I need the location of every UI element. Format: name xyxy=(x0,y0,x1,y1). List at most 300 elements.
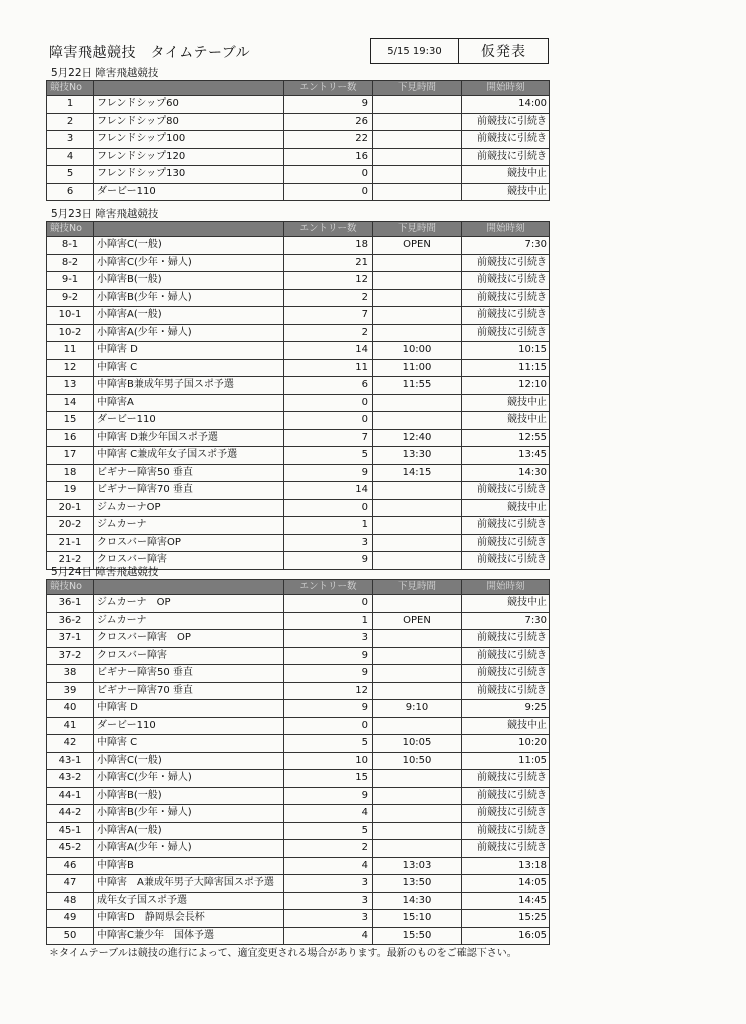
entry-count: 11 xyxy=(284,359,373,377)
section-may24 xyxy=(46,565,549,945)
walk-time xyxy=(373,148,462,166)
event-number: 48 xyxy=(47,892,94,910)
event-name: ジムカーナOP xyxy=(94,499,284,517)
entry-count: 16 xyxy=(284,148,373,166)
event-name: 成年女子国スポ予選 xyxy=(94,892,284,910)
table-row xyxy=(47,342,550,360)
walk-time: 12:40 xyxy=(373,429,462,447)
entry-count: 14 xyxy=(284,482,373,500)
event-number: 10-1 xyxy=(47,307,94,325)
event-number: 44-1 xyxy=(47,787,94,805)
event-number: 20-1 xyxy=(47,499,94,517)
start-time: 15:25 xyxy=(462,910,550,928)
start-time: 前競技に引続き xyxy=(462,148,550,166)
table-row xyxy=(47,910,550,928)
event-number: 6 xyxy=(47,183,94,201)
walk-time: 13:50 xyxy=(373,875,462,893)
event-name: 小障害B(一般) xyxy=(94,272,284,290)
entry-count: 2 xyxy=(284,324,373,342)
start-time: 14:45 xyxy=(462,892,550,910)
entry-count: 0 xyxy=(284,412,373,430)
entry-count: 10 xyxy=(284,752,373,770)
entry-count: 9 xyxy=(284,647,373,665)
event-name: 中障害 C兼成年女子国スポ予選 xyxy=(94,447,284,465)
section-title: 5月23日 障害飛越競技 xyxy=(51,208,159,220)
event-number: 1 xyxy=(47,96,94,114)
event-number: 37-1 xyxy=(47,630,94,648)
entry-count: 22 xyxy=(284,131,373,149)
event-number: 41 xyxy=(47,717,94,735)
walk-time: 11:55 xyxy=(373,377,462,395)
section-may23 xyxy=(46,207,549,570)
table-row xyxy=(47,665,550,683)
table-row xyxy=(47,840,550,858)
walk-time: OPEN xyxy=(373,612,462,630)
start-time: 競技中止 xyxy=(462,183,550,201)
event-name: ビギナー障害50 垂直 xyxy=(94,665,284,683)
column-header: 競技No xyxy=(47,580,94,595)
event-number: 4 xyxy=(47,148,94,166)
start-time: 16:05 xyxy=(462,927,550,945)
walk-time xyxy=(373,166,462,184)
start-time: 13:18 xyxy=(462,857,550,875)
event-name: フレンドシップ60 xyxy=(94,96,284,114)
event-name: ジムカーナ OP xyxy=(94,595,284,613)
timetable xyxy=(46,80,550,201)
event-number: 43-1 xyxy=(47,752,94,770)
walk-time xyxy=(373,717,462,735)
event-number: 20-2 xyxy=(47,517,94,535)
walk-time: 11:00 xyxy=(373,359,462,377)
walk-time xyxy=(373,499,462,517)
event-name: 小障害B(一般) xyxy=(94,787,284,805)
table-row xyxy=(47,183,550,201)
entry-count: 7 xyxy=(284,429,373,447)
table-row xyxy=(47,647,550,665)
entry-count: 3 xyxy=(284,910,373,928)
walk-time xyxy=(373,324,462,342)
entry-count: 9 xyxy=(284,700,373,718)
header-row xyxy=(47,81,550,96)
column-header: エントリー数 xyxy=(284,222,373,237)
walk-time xyxy=(373,131,462,149)
event-name: 中障害 D兼少年国スポ予選 xyxy=(94,429,284,447)
entry-count: 0 xyxy=(284,595,373,613)
column-header: 下見時間 xyxy=(373,222,462,237)
event-number: 39 xyxy=(47,682,94,700)
event-name: 小障害B(少年・婦人) xyxy=(94,289,284,307)
timetable xyxy=(46,579,550,945)
event-number: 17 xyxy=(47,447,94,465)
table-row xyxy=(47,412,550,430)
status-label: 仮発表 xyxy=(481,44,526,60)
column-header xyxy=(94,81,284,96)
entry-count: 4 xyxy=(284,927,373,945)
event-number: 45-2 xyxy=(47,840,94,858)
entry-count: 9 xyxy=(284,665,373,683)
start-time: 前競技に引続き xyxy=(462,113,550,131)
event-name: クロスバー障害 xyxy=(94,647,284,665)
start-time: 12:55 xyxy=(462,429,550,447)
start-time: 前競技に引続き xyxy=(462,131,550,149)
table-row xyxy=(47,875,550,893)
walk-time xyxy=(373,412,462,430)
walk-time: 13:30 xyxy=(373,447,462,465)
table-row xyxy=(47,717,550,735)
start-time: 競技中止 xyxy=(462,717,550,735)
start-time: 13:45 xyxy=(462,447,550,465)
start-time: 前競技に引続き xyxy=(462,647,550,665)
entry-count: 3 xyxy=(284,875,373,893)
event-number: 46 xyxy=(47,857,94,875)
table-row xyxy=(47,377,550,395)
walk-time xyxy=(373,665,462,683)
table-row xyxy=(47,482,550,500)
start-time: 前競技に引続き xyxy=(462,805,550,823)
start-time: 前競技に引続き xyxy=(462,787,550,805)
entry-count: 6 xyxy=(284,377,373,395)
entry-count: 9 xyxy=(284,96,373,114)
event-number: 47 xyxy=(47,875,94,893)
start-time: 7:30 xyxy=(462,612,550,630)
walk-time xyxy=(373,482,462,500)
entry-count: 4 xyxy=(284,805,373,823)
walk-time xyxy=(373,805,462,823)
walk-time xyxy=(373,517,462,535)
table-row xyxy=(47,499,550,517)
table-row xyxy=(47,534,550,552)
event-name: 小障害B(少年・婦人) xyxy=(94,805,284,823)
event-number: 49 xyxy=(47,910,94,928)
table-row xyxy=(47,857,550,875)
walk-time xyxy=(373,647,462,665)
walk-time: 10:05 xyxy=(373,735,462,753)
column-header: 開始時刻 xyxy=(462,222,550,237)
table-row xyxy=(47,429,550,447)
column-header: エントリー数 xyxy=(284,580,373,595)
column-header: 開始時刻 xyxy=(462,81,550,96)
entry-count: 0 xyxy=(284,394,373,412)
table-row xyxy=(47,752,550,770)
table-row xyxy=(47,612,550,630)
column-header: 競技No xyxy=(47,222,94,237)
start-time: 前競技に引続き xyxy=(462,682,550,700)
entry-count: 12 xyxy=(284,682,373,700)
walk-time: 15:10 xyxy=(373,910,462,928)
start-time: 前競技に引続き xyxy=(462,840,550,858)
walk-time xyxy=(373,254,462,272)
event-name: ビギナー障害70 垂直 xyxy=(94,682,284,700)
start-time: 前競技に引続き xyxy=(462,324,550,342)
entry-count: 9 xyxy=(284,552,373,570)
entry-count: 7 xyxy=(284,307,373,325)
walk-time xyxy=(373,787,462,805)
page-title: 障害飛越競技 タイムテーブル xyxy=(49,45,251,61)
table-row xyxy=(47,517,550,535)
event-name: 中障害B兼成年男子国スポ予選 xyxy=(94,377,284,395)
entry-count: 9 xyxy=(284,787,373,805)
start-time: 競技中止 xyxy=(462,412,550,430)
table-row xyxy=(47,96,550,114)
column-header xyxy=(94,222,284,237)
start-time: 7:30 xyxy=(462,237,550,255)
event-number: 36-2 xyxy=(47,612,94,630)
entry-count: 0 xyxy=(284,183,373,201)
event-name: ダービー110 xyxy=(94,717,284,735)
entry-count: 3 xyxy=(284,534,373,552)
event-number: 21-2 xyxy=(47,552,94,570)
start-time: 10:15 xyxy=(462,342,550,360)
header-row xyxy=(47,580,550,595)
entry-count: 4 xyxy=(284,857,373,875)
entry-count: 15 xyxy=(284,770,373,788)
table-row xyxy=(47,464,550,482)
start-time: 前競技に引続き xyxy=(462,552,550,570)
table-row xyxy=(47,927,550,945)
event-name: 中障害 A兼成年男子大障害国スポ予選 xyxy=(94,875,284,893)
start-time: 前競技に引続き xyxy=(462,534,550,552)
entry-count: 3 xyxy=(284,892,373,910)
event-number: 5 xyxy=(47,166,94,184)
event-number: 9-2 xyxy=(47,289,94,307)
event-name: クロスバー障害 xyxy=(94,552,284,570)
start-time: 前競技に引続き xyxy=(462,822,550,840)
event-name: ビギナー障害50 垂直 xyxy=(94,464,284,482)
header-row xyxy=(47,222,550,237)
event-name: 小障害C(一般) xyxy=(94,237,284,255)
event-name: 中障害D 静岡県会長杯 xyxy=(94,910,284,928)
start-time: 前競技に引続き xyxy=(462,630,550,648)
event-name: フレンドシップ80 xyxy=(94,113,284,131)
start-time: 11:05 xyxy=(462,752,550,770)
walk-time xyxy=(373,272,462,290)
footnote: ＊タイムテーブルは競技の進行によって、適宜変更される場合があります。最新のものをご確認下さい。 xyxy=(49,948,517,959)
event-name: ビギナー障害70 垂直 xyxy=(94,482,284,500)
event-number: 40 xyxy=(47,700,94,718)
table-row xyxy=(47,324,550,342)
entry-count: 0 xyxy=(284,166,373,184)
event-name: ジムカーナ xyxy=(94,517,284,535)
entry-count: 9 xyxy=(284,464,373,482)
walk-time xyxy=(373,682,462,700)
column-header: エントリー数 xyxy=(284,81,373,96)
entry-count: 0 xyxy=(284,499,373,517)
event-number: 8-2 xyxy=(47,254,94,272)
event-name: 中障害A xyxy=(94,394,284,412)
section-may22 xyxy=(46,66,549,201)
walk-time: 14:15 xyxy=(373,464,462,482)
start-time: 11:15 xyxy=(462,359,550,377)
entry-count: 1 xyxy=(284,612,373,630)
publish-datetime: 5/15 19:30 xyxy=(371,39,459,63)
table-row xyxy=(47,682,550,700)
event-number: 19 xyxy=(47,482,94,500)
start-time: 14:30 xyxy=(462,464,550,482)
start-time: 競技中止 xyxy=(462,166,550,184)
start-time: 前競技に引続き xyxy=(462,307,550,325)
walk-time: 13:03 xyxy=(373,857,462,875)
event-name: 小障害C(少年・婦人) xyxy=(94,254,284,272)
event-number: 18 xyxy=(47,464,94,482)
column-header xyxy=(94,580,284,595)
walk-time xyxy=(373,770,462,788)
event-name: 小障害A(少年・婦人) xyxy=(94,324,284,342)
entry-count: 1 xyxy=(284,517,373,535)
event-number: 21-1 xyxy=(47,534,94,552)
column-header: 下見時間 xyxy=(373,580,462,595)
event-name: クロスバー障害OP xyxy=(94,534,284,552)
event-number: 11 xyxy=(47,342,94,360)
event-number: 50 xyxy=(47,927,94,945)
table-row xyxy=(47,394,550,412)
event-number: 15 xyxy=(47,412,94,430)
walk-time: OPEN xyxy=(373,237,462,255)
table-row xyxy=(47,166,550,184)
event-name: クロスバー障害 OP xyxy=(94,630,284,648)
event-number: 12 xyxy=(47,359,94,377)
event-number: 13 xyxy=(47,377,94,395)
walk-time xyxy=(373,183,462,201)
entry-count: 5 xyxy=(284,822,373,840)
table-row xyxy=(47,892,550,910)
event-number: 8-1 xyxy=(47,237,94,255)
walk-time xyxy=(373,822,462,840)
event-name: ダービー110 xyxy=(94,183,284,201)
entry-count: 12 xyxy=(284,272,373,290)
table-row xyxy=(47,787,550,805)
event-number: 38 xyxy=(47,665,94,683)
walk-time xyxy=(373,289,462,307)
entry-count: 26 xyxy=(284,113,373,131)
section-title: 5月24日 障害飛越競技 xyxy=(51,566,159,578)
table-row xyxy=(47,595,550,613)
walk-time xyxy=(373,96,462,114)
event-name: 中障害 C xyxy=(94,735,284,753)
entry-count: 18 xyxy=(284,237,373,255)
event-name: 小障害A(一般) xyxy=(94,822,284,840)
event-number: 45-1 xyxy=(47,822,94,840)
table-row xyxy=(47,272,550,290)
event-number: 36-1 xyxy=(47,595,94,613)
walk-time xyxy=(373,394,462,412)
start-time: 9:25 xyxy=(462,700,550,718)
event-name: 中障害 C xyxy=(94,359,284,377)
table-row xyxy=(47,700,550,718)
start-time: 14:05 xyxy=(462,875,550,893)
entry-count: 14 xyxy=(284,342,373,360)
walk-time: 14:30 xyxy=(373,892,462,910)
walk-time xyxy=(373,630,462,648)
status-box xyxy=(370,38,549,64)
table-row xyxy=(47,254,550,272)
timetable xyxy=(46,221,550,570)
event-number: 2 xyxy=(47,113,94,131)
walk-time xyxy=(373,534,462,552)
table-row xyxy=(47,131,550,149)
table-row xyxy=(47,148,550,166)
column-header: 競技No xyxy=(47,81,94,96)
event-name: 中障害 D xyxy=(94,700,284,718)
table-row xyxy=(47,770,550,788)
start-time: 前競技に引続き xyxy=(462,770,550,788)
column-header: 下見時間 xyxy=(373,81,462,96)
event-name: フレンドシップ120 xyxy=(94,148,284,166)
walk-time: 9:10 xyxy=(373,700,462,718)
entry-count: 5 xyxy=(284,447,373,465)
event-number: 10-2 xyxy=(47,324,94,342)
walk-time: 15:50 xyxy=(373,927,462,945)
table-row xyxy=(47,805,550,823)
table-row xyxy=(47,237,550,255)
event-number: 14 xyxy=(47,394,94,412)
event-name: 中障害B xyxy=(94,857,284,875)
walk-time xyxy=(373,307,462,325)
start-time: 競技中止 xyxy=(462,499,550,517)
column-header: 開始時刻 xyxy=(462,580,550,595)
entry-count: 3 xyxy=(284,630,373,648)
table-row xyxy=(47,735,550,753)
event-number: 44-2 xyxy=(47,805,94,823)
event-name: フレンドシップ130 xyxy=(94,166,284,184)
table-row xyxy=(47,630,550,648)
walk-time xyxy=(373,113,462,131)
event-number: 16 xyxy=(47,429,94,447)
start-time: 前競技に引続き xyxy=(462,482,550,500)
entry-count: 0 xyxy=(284,717,373,735)
event-name: フレンドシップ100 xyxy=(94,131,284,149)
event-name: 中障害C兼少年 国体予選 xyxy=(94,927,284,945)
start-time: 12:10 xyxy=(462,377,550,395)
table-row xyxy=(47,307,550,325)
event-number: 37-2 xyxy=(47,647,94,665)
start-time: 前競技に引続き xyxy=(462,517,550,535)
start-time: 14:00 xyxy=(462,96,550,114)
section-title: 5月22日 障害飛越競技 xyxy=(51,67,159,79)
walk-time: 10:50 xyxy=(373,752,462,770)
walk-time: 10:00 xyxy=(373,342,462,360)
start-time: 前競技に引続き xyxy=(462,289,550,307)
start-time: 前競技に引続き xyxy=(462,665,550,683)
event-name: ジムカーナ xyxy=(94,612,284,630)
table-row xyxy=(47,359,550,377)
event-number: 9-1 xyxy=(47,272,94,290)
table-row xyxy=(47,289,550,307)
entry-count: 21 xyxy=(284,254,373,272)
event-name: 中障害 D xyxy=(94,342,284,360)
start-time: 競技中止 xyxy=(462,595,550,613)
start-time: 前競技に引続き xyxy=(462,254,550,272)
event-name: 小障害C(少年・婦人) xyxy=(94,770,284,788)
start-time: 10:20 xyxy=(462,735,550,753)
entry-count: 2 xyxy=(284,289,373,307)
start-time: 前競技に引続き xyxy=(462,272,550,290)
event-name: ダービー110 xyxy=(94,412,284,430)
entry-count: 5 xyxy=(284,735,373,753)
walk-time xyxy=(373,595,462,613)
event-number: 42 xyxy=(47,735,94,753)
event-name: 小障害A(一般) xyxy=(94,307,284,325)
table-row xyxy=(47,822,550,840)
event-name: 小障害C(一般) xyxy=(94,752,284,770)
event-number: 3 xyxy=(47,131,94,149)
event-number: 43-2 xyxy=(47,770,94,788)
table-row xyxy=(47,447,550,465)
start-time: 競技中止 xyxy=(462,394,550,412)
entry-count: 2 xyxy=(284,840,373,858)
event-name: 小障害A(少年・婦人) xyxy=(94,840,284,858)
walk-time xyxy=(373,840,462,858)
table-row xyxy=(47,113,550,131)
